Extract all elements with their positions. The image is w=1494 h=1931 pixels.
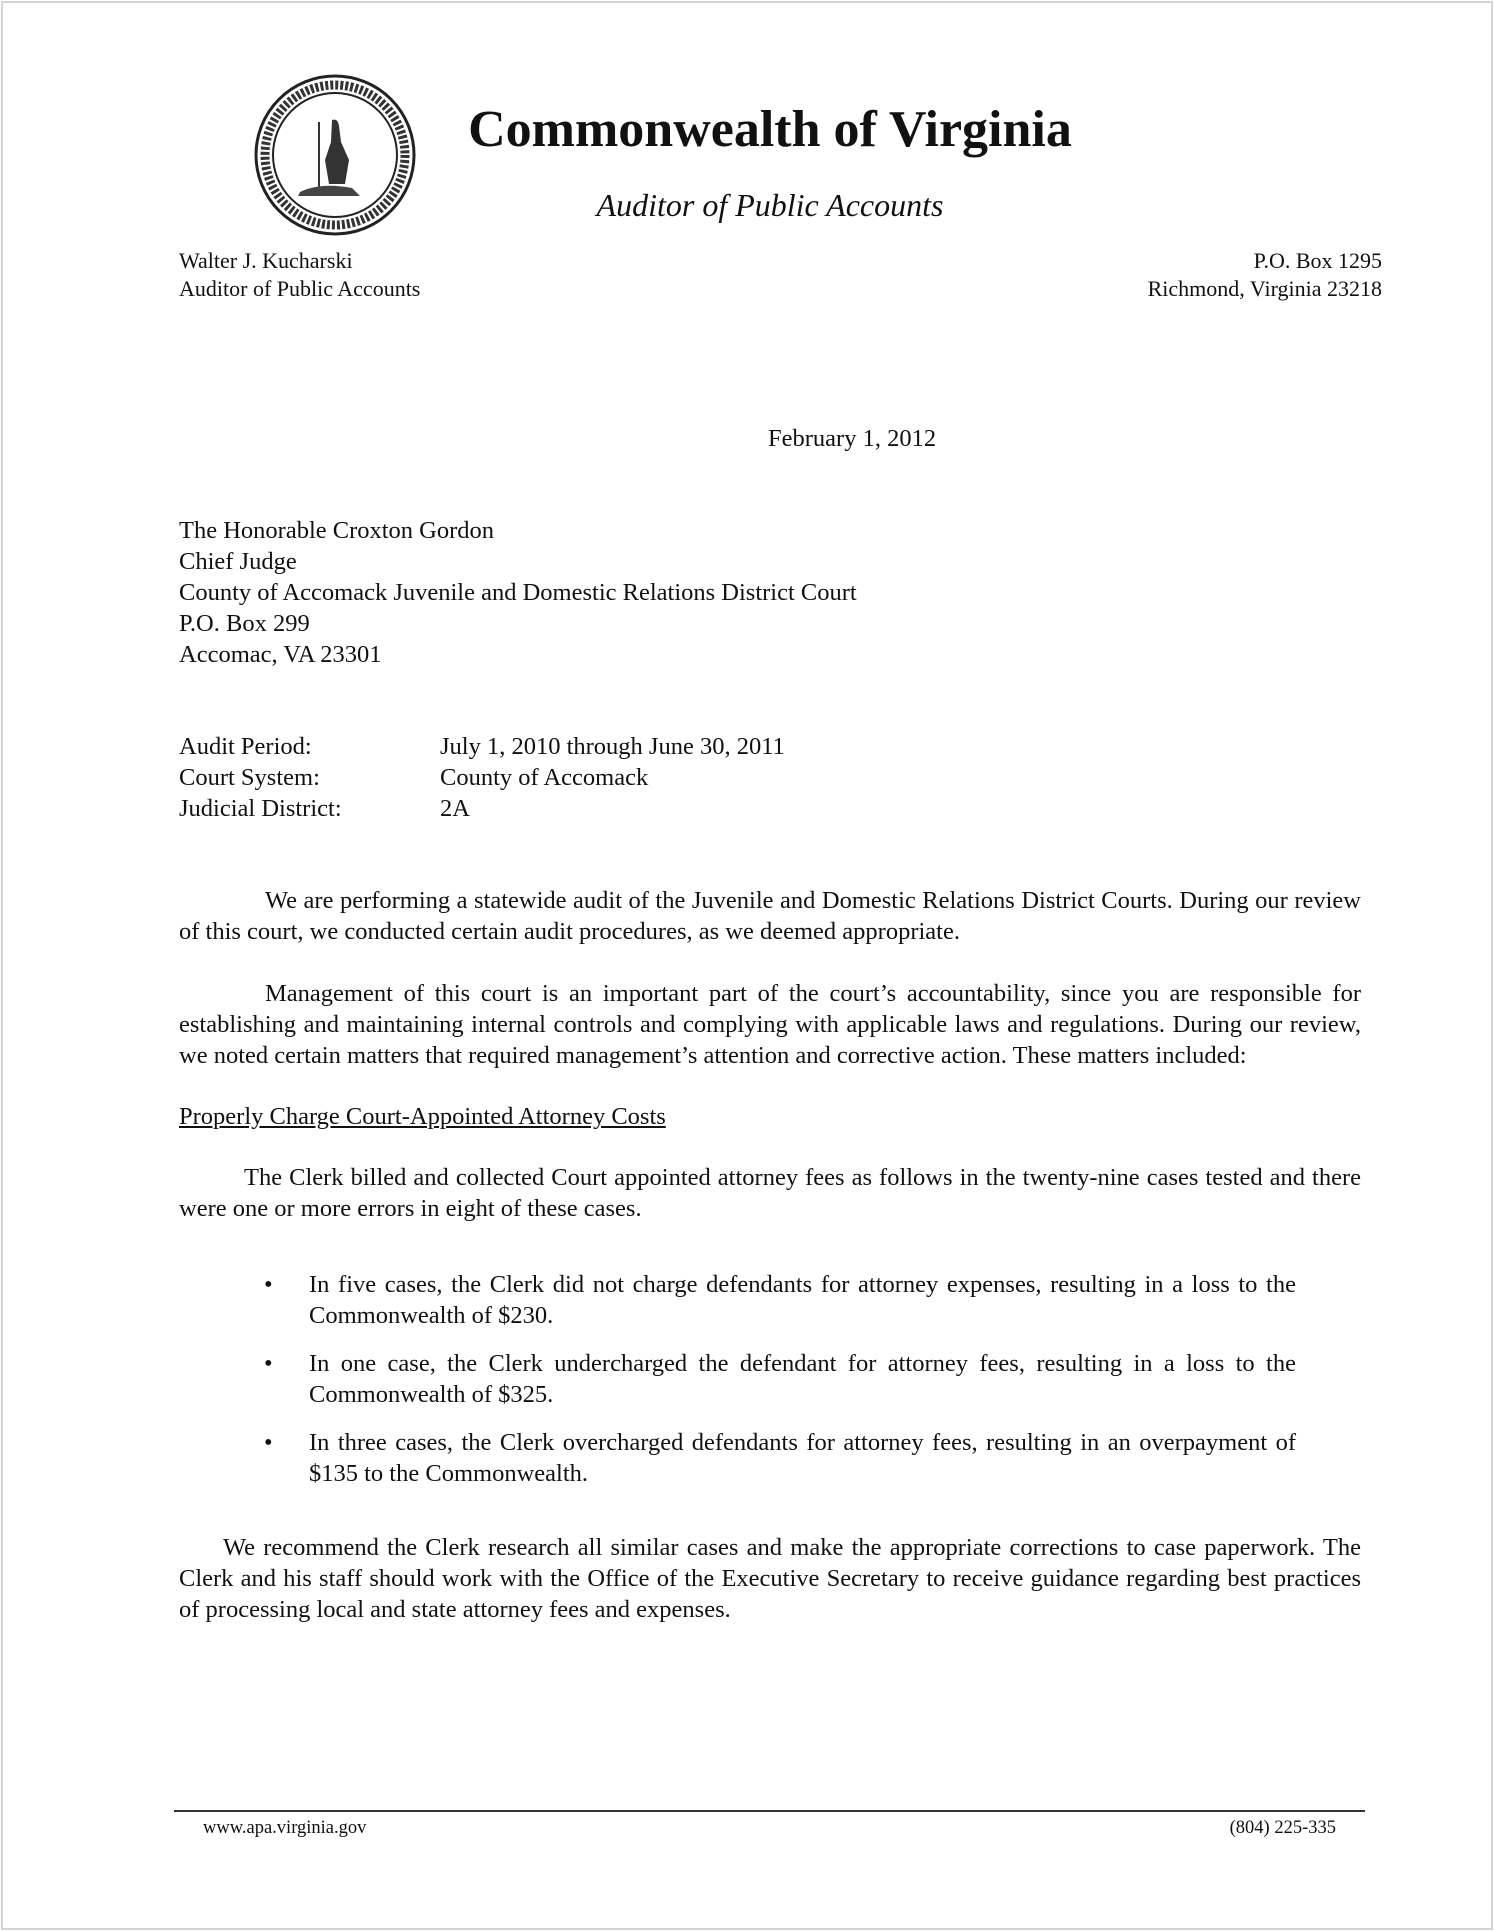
bullet-item-row: [264, 1348, 1296, 1410]
footer-website: www.apa.virginia.gov: [203, 1818, 367, 1838]
address-line-1: P.O. Box 1295: [1253, 248, 1382, 273]
letterhead-title-container: [440, 100, 1100, 160]
audit-label: Court System:: [179, 764, 320, 791]
bullet-item: In one case, the Clerk undercharged the defendant for attorney fees, resulting in a loss to the Commonwealth of $325.: [309, 1350, 1296, 1408]
recipient-line: County of Accomack Juvenile and Domestic Relations District Court: [179, 579, 857, 606]
footer-divider: [174, 1810, 1365, 1812]
audit-info: [179, 731, 1361, 824]
bullet-item-row: [264, 1427, 1296, 1489]
paragraph-management: Management of this court is an important part of the court’s accountability, since you are responsible for establishing and maintaining internal controls and complying with applicable laws and regulations. During our review, we noted certain matters that required management’s attention and corrective action. These matters included:: [179, 980, 1361, 1069]
recipient-line: Chief Judge: [179, 548, 297, 575]
paragraph-intro: We are performing a statewide audit of the Juvenile and Domestic Relations District Courts. During our review of this court, we conducted certain audit procedures, as we deemed appropriate.: [179, 887, 1361, 945]
finding-bullet-list: [179, 1269, 1361, 1489]
audit-info-row: [179, 793, 1361, 824]
address-line-2: Richmond, Virginia 23218: [1147, 276, 1382, 301]
office-address: [1148, 247, 1382, 303]
sender-name: Walter J. Kucharski: [179, 248, 353, 273]
audit-value: County of Accomack: [440, 764, 649, 791]
audit-label: Judicial District:: [179, 795, 342, 822]
bullet-item: In three cases, the Clerk overcharged defendants for attorney fees, resulting in an overpayment of $135 to the Commonwealth.: [309, 1429, 1296, 1487]
letterhead-title: Commonwealth of Virginia: [468, 101, 1072, 158]
virginia-seal-logo: [254, 74, 416, 236]
recipient-line: The Honorable Croxton Gordon: [179, 517, 495, 544]
bullet-item: In five cases, the Clerk did not charge defendants for attorney expenses, resulting in a loss to the Commonwealth of $230.: [309, 1271, 1296, 1329]
bullet-icon: •: [264, 1350, 273, 1377]
bullet-icon: •: [264, 1271, 273, 1298]
recipient-block: [179, 515, 1361, 670]
sender-title: Auditor of Public Accounts: [179, 276, 421, 301]
audit-value: July 1, 2010 through June 30, 2011: [440, 733, 785, 760]
letter-date: February 1, 2012: [768, 425, 937, 452]
audit-info-row: [179, 762, 1361, 793]
footer-phone: (804) 225-335: [1229, 1818, 1336, 1838]
finding-heading: Properly Charge Court-Appointed Attorney Costs: [179, 1103, 666, 1130]
audit-value: 2A: [440, 795, 470, 822]
bullet-item-row: [264, 1269, 1296, 1331]
paragraph-finding: The Clerk billed and collected Court appointed attorney fees as follows in the twenty-nine cases tested and there were one or more errors in eight of these cases.: [179, 1164, 1361, 1222]
recipient-line: Accomac, VA 23301: [179, 641, 382, 668]
sender-block: [179, 247, 420, 303]
letterhead-subtitle: Auditor of Public Accounts: [596, 187, 944, 223]
paragraph-recommendation: We recommend the Clerk research all similar cases and make the appropriate corrections to case paperwork. The Clerk and his staff should work with the Office of the Executive Secretary to receive guidance regarding best practices of processing local and state attorney fees and expenses.: [179, 1534, 1361, 1623]
audit-info-row: [179, 731, 1361, 762]
letter-body: [179, 423, 1361, 1625]
audit-label: Audit Period:: [179, 733, 312, 760]
recipient-line: P.O. Box 299: [179, 610, 310, 637]
bullet-icon: •: [264, 1429, 273, 1456]
